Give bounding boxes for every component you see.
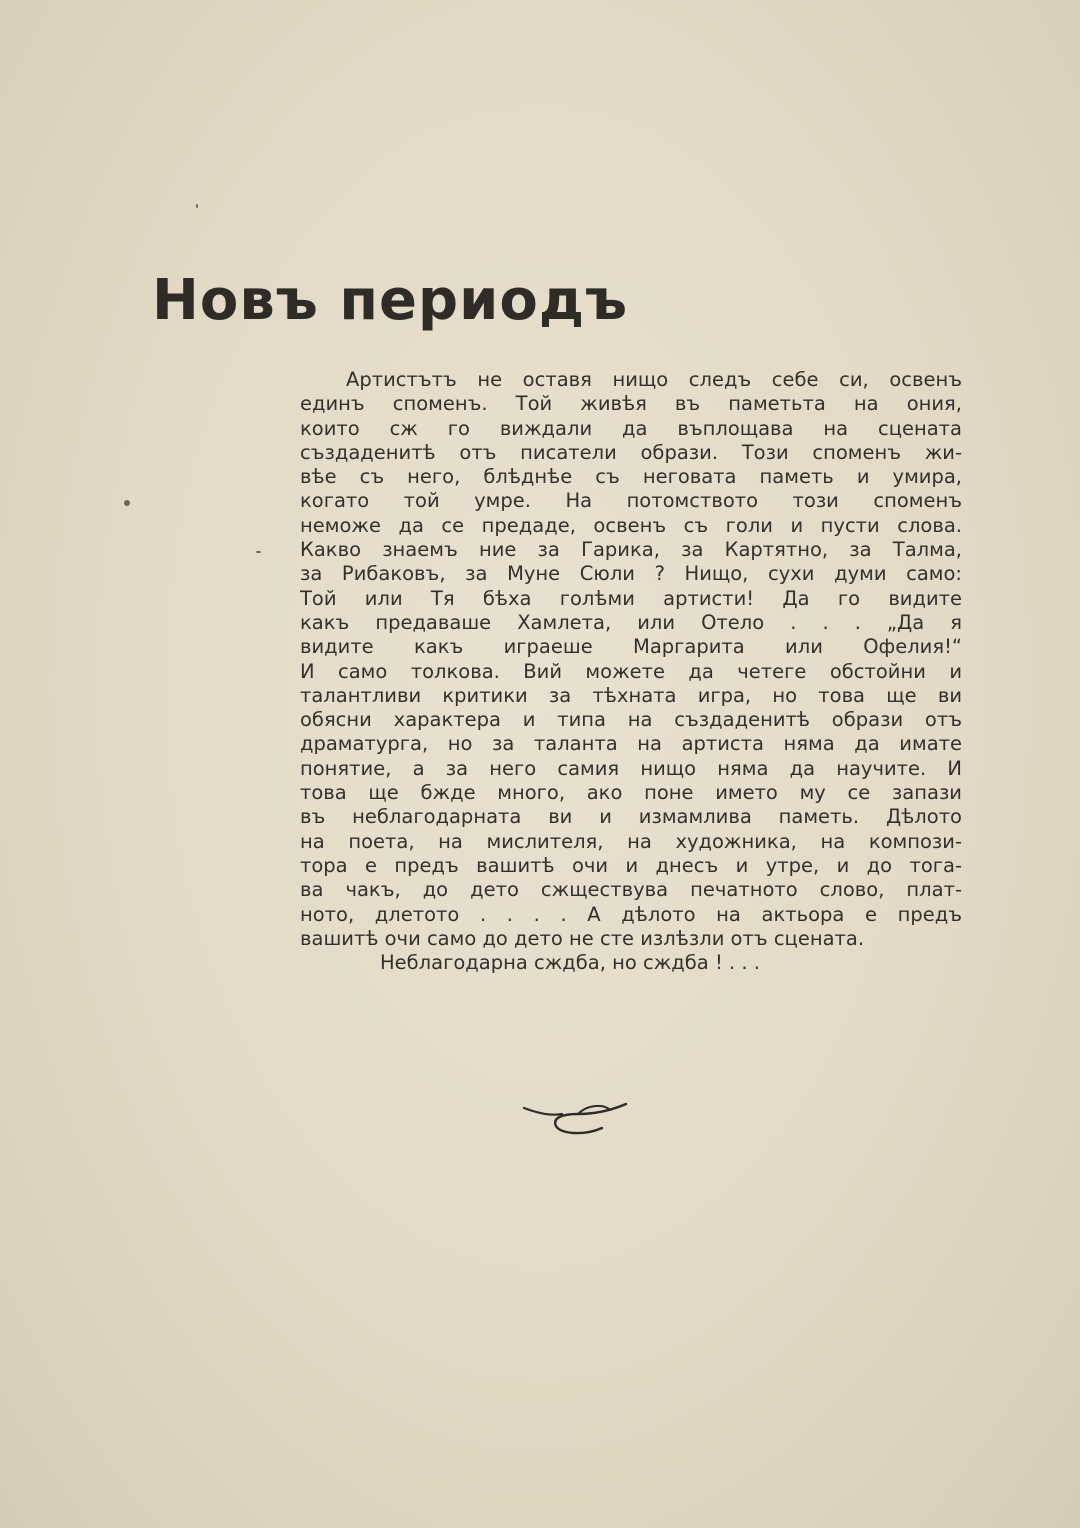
paragraph-line: вашитѣ очи само до дето не сте излѣзли отъ сцената.: [300, 926, 865, 950]
paragraph-line: видите какъ играеше Маргарита или Офелия!“: [300, 635, 962, 659]
paragraph-line: вѣе съ него, блѣднѣе съ неговата паметь и умира,: [300, 465, 962, 489]
page-speck: [256, 551, 261, 553]
paragraph-line: драматурга, но за таланта на артиста няма да имате: [300, 732, 962, 756]
page-speck: [124, 500, 130, 506]
paragraph-line: талантливи критики за тѣхната игра, но това ще ви: [300, 683, 962, 707]
paragraph-line: единъ споменъ. Той живѣя въ паметьта на ония,: [300, 392, 962, 416]
paragraph-line: понятие, а за него самия нищо няма да научите. И: [300, 756, 962, 780]
paragraph-line: неможе да се предаде, освенъ съ голи и пусти слова.: [300, 513, 962, 537]
paragraph-line: за Рибаковъ, за Муне Сюли ? Нищо, сухи думи само:: [300, 562, 962, 586]
body-paragraph: [300, 368, 962, 975]
paragraph-line: когато той умре. На потомството този споменъ: [300, 489, 962, 513]
paragraph-line: това ще бжде много, ако поне името му се запази: [300, 781, 962, 805]
paragraph-line: които сж го виждали да въплощава на сцената: [300, 416, 962, 440]
page-title: Новъ периодъ: [152, 268, 629, 333]
paragraph-line: създаденитѣ отъ писатели образи. Този споменъ жи-: [300, 440, 962, 464]
paragraph-line: въ неблагодарната ви и измамлива паметь. Дѣлото: [300, 805, 962, 829]
paragraph-line: тора е предъ вашитѣ очи и днесъ и утре, и до тога-: [300, 853, 962, 877]
paragraph-line: на поета, на мислителя, на художника, на компози-: [300, 829, 962, 853]
paragraph-line: И само толкова. Вий можете да четеге обстойни и: [300, 659, 962, 683]
paragraph-line: какъ предаваше Хамлета, или Отело . . . „Да я: [300, 610, 962, 634]
flourish-ornament-icon: [522, 1094, 632, 1140]
paragraph-line: обясни характера и типа на създаденитѣ образи отъ: [300, 708, 962, 732]
paragraph-line: ва чакъ, до дето сжществува печатното слово, плат-: [300, 878, 962, 902]
paragraph-line: Артистътъ не оставя нищо следъ себе си, освенъ: [346, 368, 962, 391]
paragraph-line: ното, длетото . . . . А дѣлото на актьора е предъ: [300, 902, 962, 926]
paragraph-line: Какво знаемъ ние за Гарика, за Картятно, за Талма,: [300, 538, 962, 562]
page-speck: [196, 204, 198, 208]
paragraph-line: Той или Тя бѣха голѣми артисти! Да го видите: [300, 586, 962, 610]
closing-line: Неблагодарна сждба, но сждба ! . . .: [380, 951, 760, 975]
